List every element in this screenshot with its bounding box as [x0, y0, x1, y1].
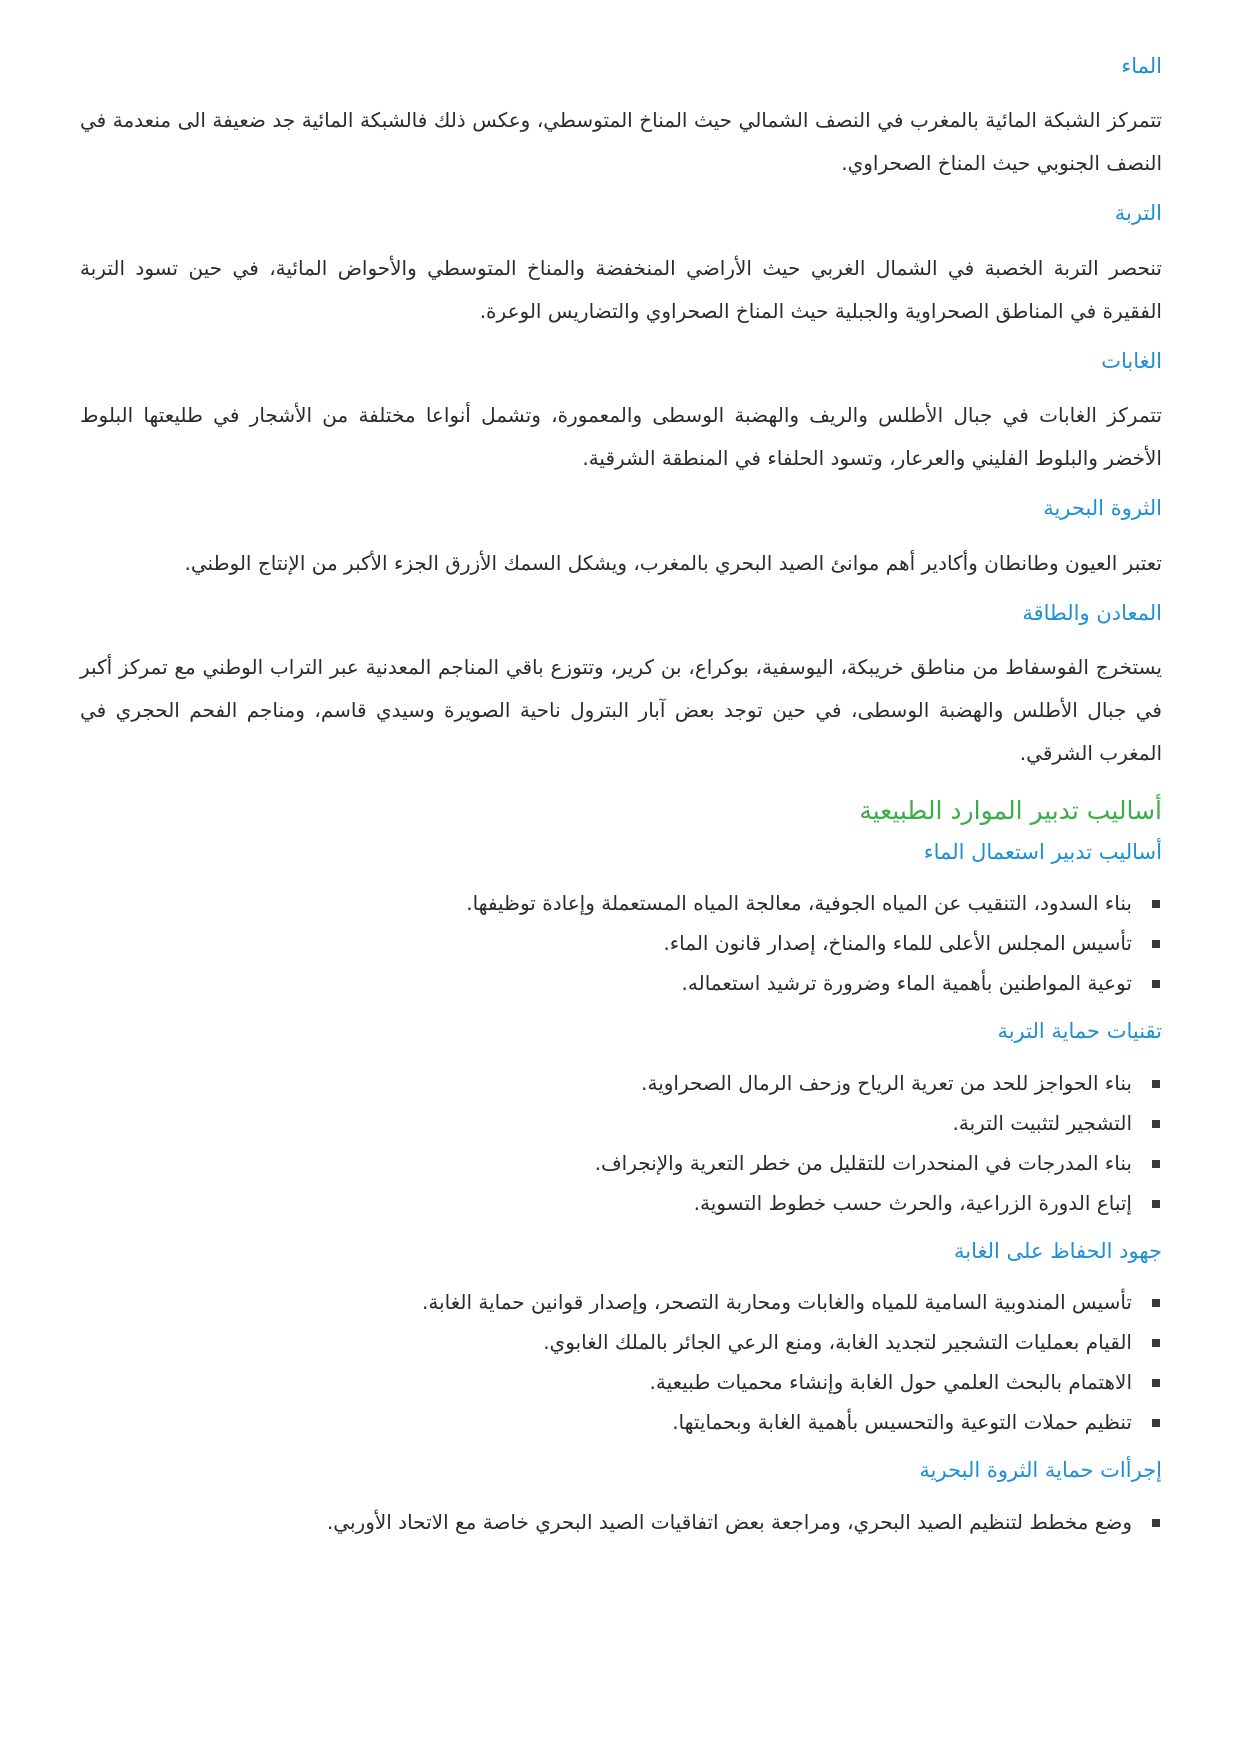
square-bullet-icon	[1152, 1120, 1160, 1128]
management-title: أساليب تدبير الموارد الطبيعية	[859, 795, 1162, 825]
group-heading: جهود الحفاظ على الغابة	[954, 1238, 1162, 1263]
list-item	[80, 923, 1162, 963]
section-water	[80, 52, 1162, 185]
section-heading: الغابات	[1101, 348, 1162, 373]
bullet-list	[80, 1502, 1162, 1542]
square-bullet-icon	[1152, 1379, 1160, 1387]
square-bullet-icon	[1152, 980, 1160, 988]
section-soil	[80, 199, 1162, 332]
list-item-text: التشجير لتثبيت التربة.	[952, 1110, 1132, 1135]
section-heading: التربة	[1114, 201, 1162, 226]
bullet-list	[80, 1063, 1162, 1223]
list-item	[80, 883, 1162, 923]
list-item	[80, 1063, 1162, 1103]
square-bullet-icon	[1152, 900, 1160, 908]
section-paragraph: تنحصر التربة الخصبة في الشمال الغربي حيث الأراضي المنخفضة والمناخ المتوسطي والأحواض المائية، في حين تسود التربة الفقيرة في المناطق الصحراوية والجبلية حيث المناخ الصحراوي والتضاريس الوعرة.	[80, 255, 1162, 323]
square-bullet-icon	[1152, 940, 1160, 948]
list-item	[80, 963, 1162, 1003]
group-forest-conservation	[80, 1237, 1162, 1442]
list-item-text: تأسيس المندوبية السامية للمياه والغابات ومحاربة التصحر، وإصدار قوانين حماية الغابة.	[421, 1290, 1132, 1315]
square-bullet-icon	[1152, 1160, 1160, 1168]
list-item-text: بناء السدود، التنقيب عن المياه الجوفية، معالجة المياه المستعملة وإعادة توظيفها.	[466, 891, 1132, 916]
group-water-management	[80, 838, 1162, 1003]
square-bullet-icon	[1152, 1200, 1160, 1208]
bullet-list	[80, 883, 1162, 1003]
group-heading: إجرأات حماية الثروة البحرية	[919, 1458, 1162, 1483]
square-bullet-icon	[1152, 1419, 1160, 1427]
list-item-text: بناء المدرجات في المنحدرات للتقليل من خطر التعرية والإنجراف.	[594, 1150, 1132, 1175]
square-bullet-icon	[1152, 1339, 1160, 1347]
section-marine-wealth	[80, 494, 1162, 584]
section-heading: الماء	[1121, 54, 1162, 78]
list-item-text: توعية المواطنين بأهمية الماء وضرورة ترشيد استعماله.	[681, 971, 1132, 996]
section-minerals-energy	[80, 599, 1162, 775]
list-item-text: تأسيس المجلس الأعلى للماء والمناخ، إصدار قانون الماء.	[663, 931, 1132, 956]
list-item-text: بناء الحواجز للحد من تعرية الرياح وزحف الرمال الصحراوية.	[641, 1070, 1132, 1095]
list-item	[80, 1322, 1162, 1362]
bullet-list	[80, 1282, 1162, 1442]
section-heading: الثروة البحرية	[1043, 496, 1162, 521]
list-item	[80, 1282, 1162, 1322]
list-item	[80, 1103, 1162, 1143]
square-bullet-icon	[1152, 1080, 1160, 1088]
list-item-text: القيام بعمليات التشجير لتجديد الغابة، ومنع الرعي الجائر بالملك الغابوي.	[543, 1330, 1132, 1355]
group-heading: تقنيات حماية التربة	[997, 1019, 1162, 1044]
list-item-text: الاهتمام بالبحث العلمي حول الغابة وإنشاء محميات طبيعية.	[649, 1370, 1132, 1395]
group-marine-protection	[80, 1456, 1162, 1541]
list-item	[80, 1183, 1162, 1223]
square-bullet-icon	[1152, 1299, 1160, 1307]
list-item-text: إتباع الدورة الزراعية، والحرث حسب خطوط التسوية.	[693, 1190, 1132, 1215]
section-paragraph: تعتبر العيون وطانطان وأكادير أهم موانئ الصيد البحري بالمغرب، ويشكل السمك الأزرق الجزء الأكبر من الإنتاج الوطني.	[184, 550, 1162, 575]
group-heading: أساليب تدبير استعمال الماء	[923, 839, 1162, 864]
section-paragraph: تتمركز الشبكة المائية بالمغرب في النصف الشمالي حيث المناخ المتوسطي، وعكس ذلك فالشبكة المائية جد ضعيفة الى منعدمة في النصف الجنوبي حيث المناخ الصحراوي.	[80, 108, 1162, 176]
section-paragraph: تتمركز الغابات في جبال الأطلس والريف والهضبة الوسطى والمعمورة، وتشمل أنواعا مختلفة من الأشجار في طليعتها البلوط الأخضر والبلوط الفليني والعرعار، وتسود الحلفاء في المنطقة الشرقية.	[80, 403, 1162, 471]
section-heading: المعادن والطاقة	[1022, 600, 1162, 625]
square-bullet-icon	[1152, 1519, 1160, 1527]
section-paragraph: يستخرج الفوسفاط من مناطق خريبكة، اليوسفية، بوكراع، بن كرير، وتتوزع باقي المناجم المعدنية عبر التراب الوطني مع تمركز أكبر في جبال الأطلس والهضبة الوسطى، في حين توجد بعض آبار البترول ناحية الصويرة وسيدي قاسم، ومناجم الفحم الحجري في المغرب الشرقي.	[80, 654, 1162, 765]
list-item-text: وضع مخطط لتنظيم الصيد البحري، ومراجعة بعض اتفاقيات الصيد البحري خاصة مع الاتحاد الأوربي.	[326, 1509, 1132, 1534]
list-item	[80, 1402, 1162, 1442]
list-item	[80, 1362, 1162, 1402]
list-item-text: تنظيم حملات التوعية والتحسيس بأهمية الغابة وبحمايتها.	[672, 1410, 1132, 1435]
section-forests	[80, 347, 1162, 480]
list-item	[80, 1502, 1162, 1542]
list-item	[80, 1143, 1162, 1183]
group-soil-protection	[80, 1017, 1162, 1222]
